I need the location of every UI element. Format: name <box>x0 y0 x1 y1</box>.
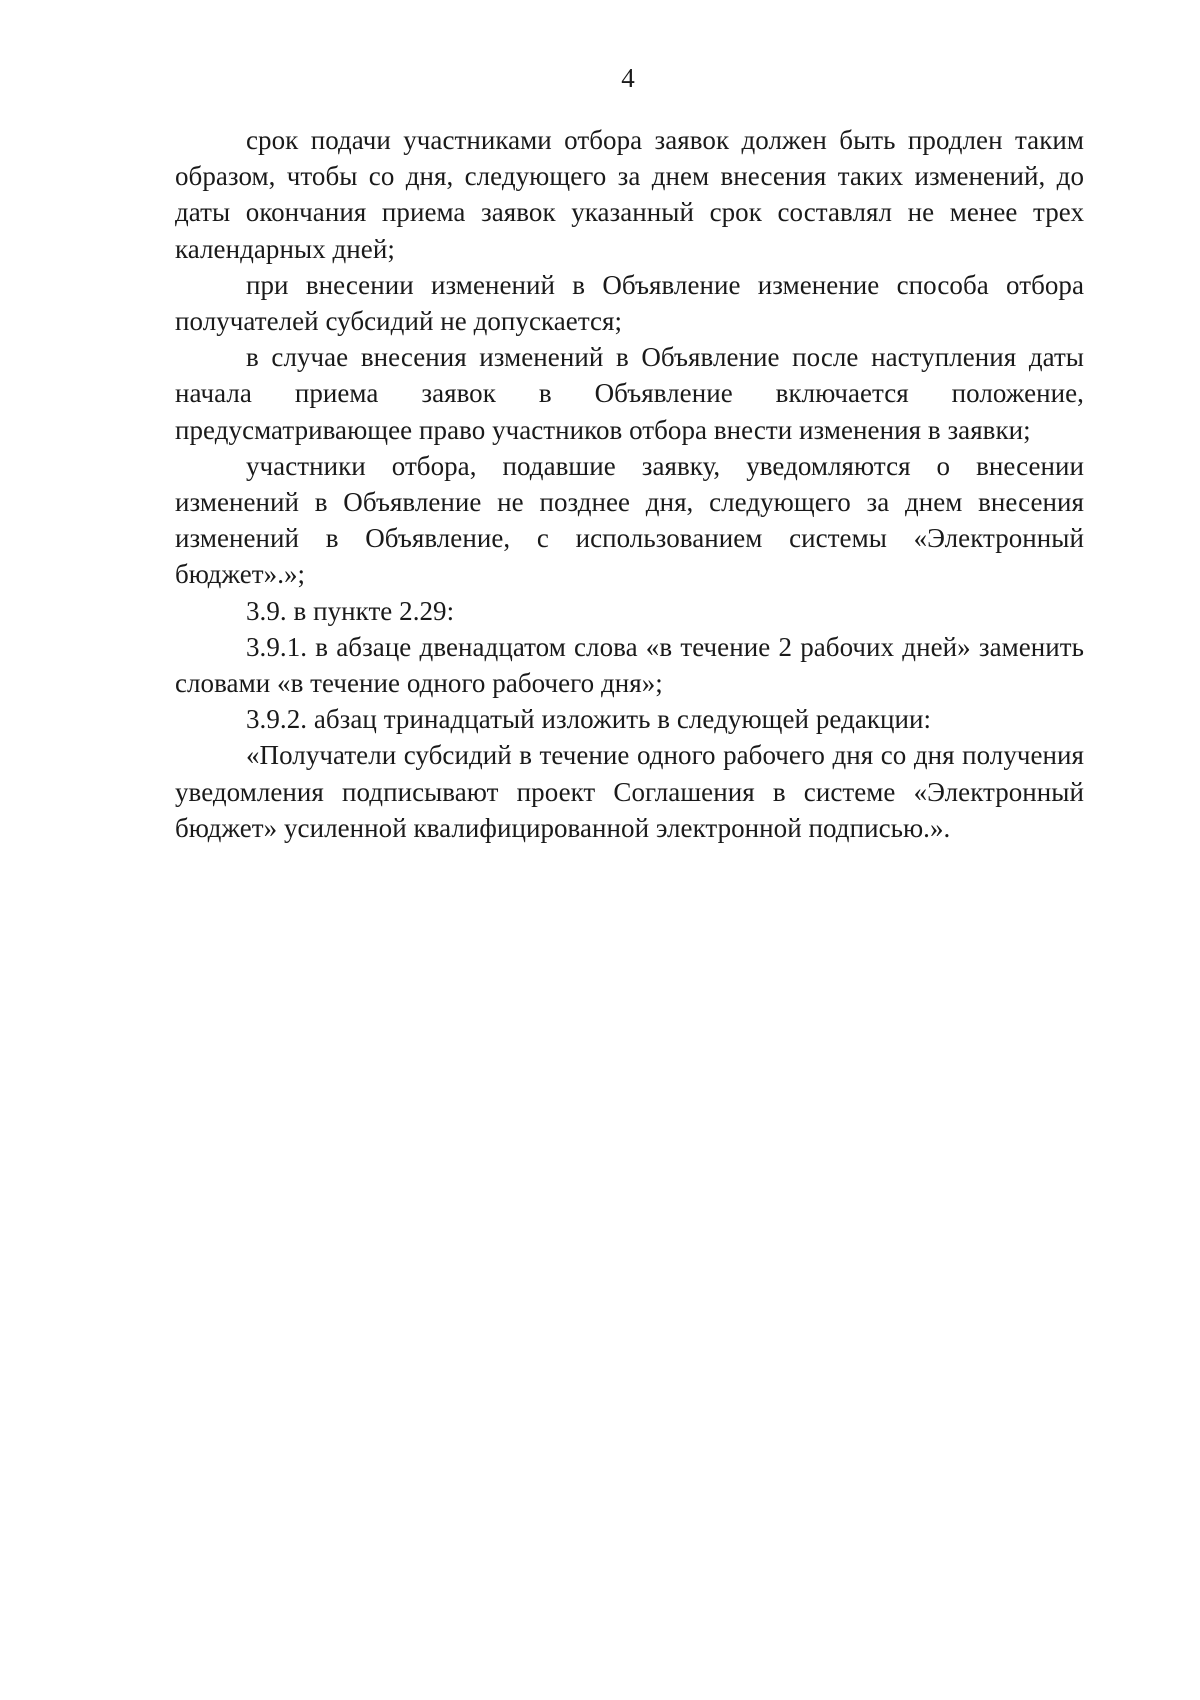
paragraph-amendment-rights: в случае внесения изменений в Объявление после наступления даты начала приема заявок в Объявление включается положение, предусматривающее право участников отбора внести изменения в заявки; <box>175 342 1084 445</box>
paragraph-selection-method: при внесении изменений в Объявление изменение способа отбора получателей субсидий не допускается; <box>175 269 1084 337</box>
paragraph-new-wording: «Получатели субсидий в течение одного рабочего дня со дня получения уведомления подписывают проект Соглашения в системе «Электронный бюджет» усиленной квалифицированной электронной подписью.». <box>175 740 1084 843</box>
page-number: 4 <box>621 63 635 93</box>
paragraph-submission-deadline: срок подачи участниками отбора заявок должен быть продлен таким образом, чтобы со дня, следующего за днем внесения таких изменений, до даты окончания приема заявок указанный срок составлял не менее трех календарных дней; <box>175 125 1084 264</box>
paragraph-participant-notice: участники отбора, подавшие заявку, уведомляются о внесении изменений в Объявление не позднее дня, следующего за днем внесения изменений в Объявление, с использованием системы «Электронный бюджет».»; <box>175 450 1084 590</box>
paragraph-clause-3-9-1: 3.9.1. в абзаце двенадцатом слова «в течение 2 рабочих дней» заменить словами «в течение одного рабочего дня»; <box>175 631 1084 699</box>
paragraph-clause-3-9-2: 3.9.2. абзац тринадцатый изложить в следующей редакции: <box>246 704 932 735</box>
document-body <box>175 122 1084 846</box>
paragraph-clause-3-9: 3.9. в пункте 2.29: <box>246 595 455 626</box>
